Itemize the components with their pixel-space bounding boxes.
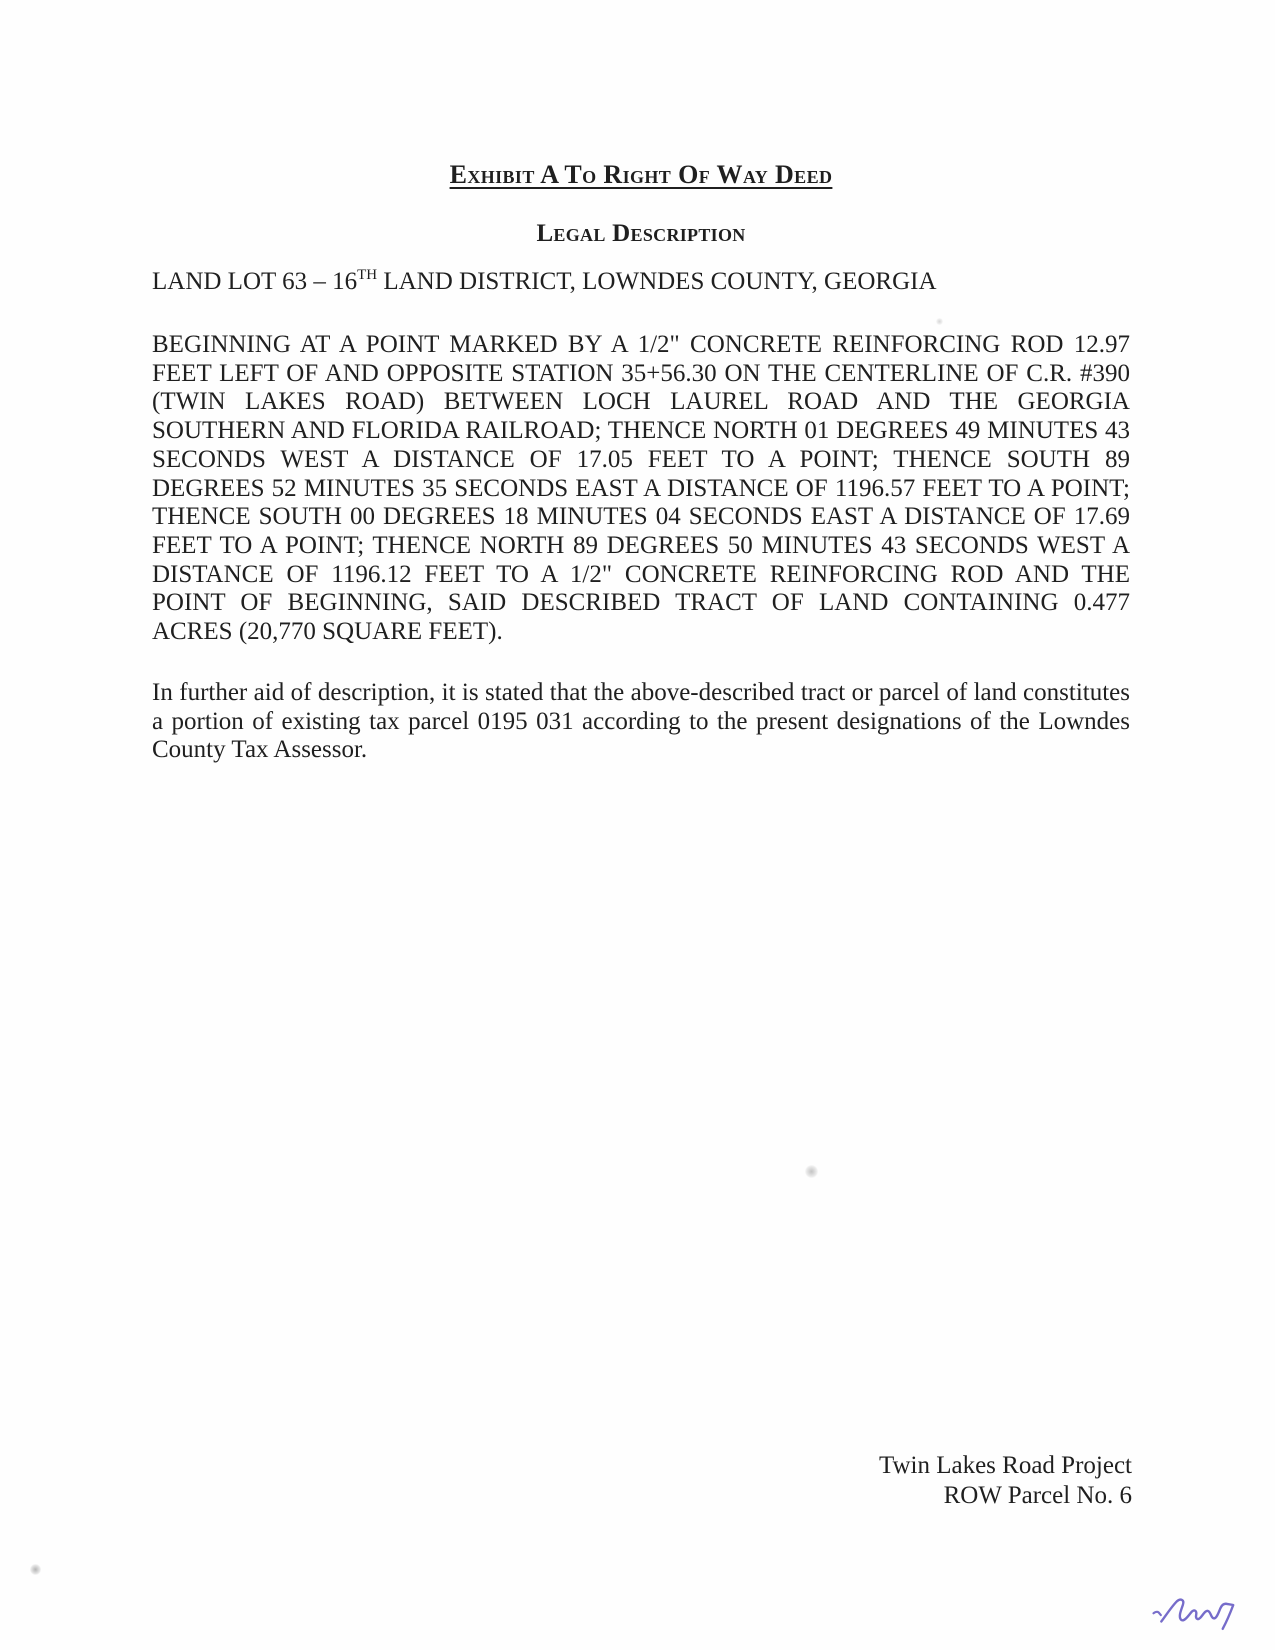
- tax-parcel-paragraph: In further aid of description, it is stated that the above-described tract or parcel of land constitutes a portion of existing tax parcel 0195 031 according to the present designations of the Lowndes County Tax Assessor.: [152, 679, 1130, 764]
- document-title-text: Exhibit A To Right Of Way Deed: [449, 160, 833, 189]
- signature-tick-stroke: [1154, 1612, 1161, 1615]
- scan-artifact-speck: [30, 1564, 41, 1575]
- footer-block: [152, 1451, 1132, 1511]
- handwritten-initials-icon: [1142, 1594, 1242, 1638]
- legal-description-paragraph: BEGINNING AT A POINT MARKED BY A 1/2" CONCRETE REINFORCING ROD 12.97 FEET LEFT OF AND OPPOSITE STATION 35+56.30 ON THE CENTERLINE OF C.R. #390 (TWIN LAKES ROAD) BETWEEN LOCH LAUREL ROAD AND THE GEORGIA SOUTHERN AND FLORIDA RAILROAD; THENCE NORTH 01 DEGREES 49 MINUTES 43 SECONDS WEST A DISTANCE OF 17.05 FEET TO A POINT; THENCE SOUTH 89 DEGREES 52 MINUTES 35 SECONDS EAST A DISTANCE OF 1196.57 FEET TO A POINT; THENCE SOUTH 00 DEGREES 18 MINUTES 04 SECONDS EAST A DISTANCE OF 17.69 FEET TO A POINT; THENCE NORTH 89 DEGREES 50 MINUTES 43 SECONDS WEST A DISTANCE OF 1196.12 FEET TO A 1/2" CONCRETE REINFORCING ROD AND THE POINT OF BEGINNING, SAID DESCRIBED TRACT OF LAND CONTAINING 0.477 ACRES (20,770 SQUARE FEET).: [152, 331, 1130, 646]
- land-lot-prefix: LAND LOT 63 – 16: [152, 268, 358, 295]
- document-title: [152, 160, 1130, 190]
- scan-artifact-speck: [936, 318, 943, 325]
- signature-main-stroke: [1161, 1600, 1233, 1629]
- scan-artifact-speck: [805, 1165, 818, 1178]
- land-lot-suffix: LAND DISTRICT, LOWNDES COUNTY, GEORGIA: [377, 268, 937, 295]
- land-lot-line: [152, 268, 1130, 296]
- footer-parcel-number: ROW Parcel No. 6: [943, 1482, 1132, 1509]
- land-lot-ordinal-superscript: TH: [357, 267, 378, 283]
- document-subtitle: Legal Description: [536, 220, 746, 247]
- footer-project-name: Twin Lakes Road Project: [878, 1452, 1132, 1479]
